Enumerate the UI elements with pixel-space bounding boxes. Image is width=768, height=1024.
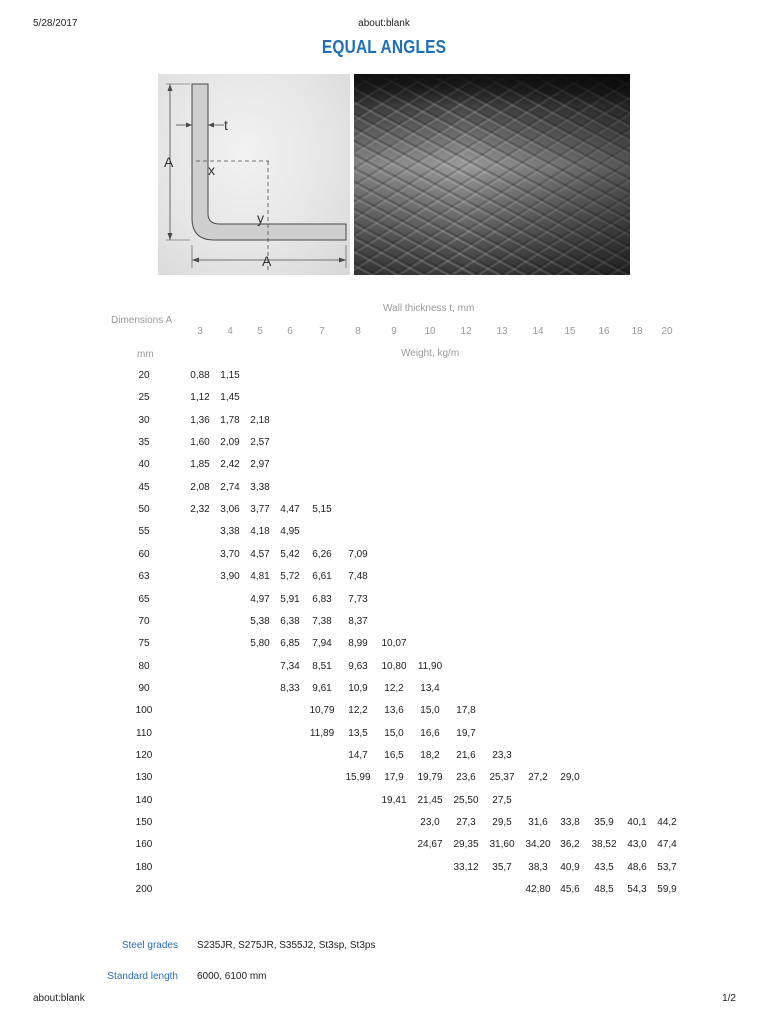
weight-cell: 5,38	[250, 615, 270, 627]
weight-cell: 5,42	[280, 548, 300, 560]
table-row	[0, 750, 768, 764]
table-row	[0, 772, 768, 786]
weight-cell: 35,7	[492, 861, 512, 873]
thickness-col-header: 7	[319, 326, 325, 337]
weight-cell: 12,2	[384, 682, 404, 694]
weight-cell: 12,2	[348, 705, 368, 717]
weight-cell: 0,88	[190, 370, 210, 381]
weight-cell: 15,0	[384, 727, 404, 739]
weight-cell: 40,1	[627, 817, 647, 828]
weight-cell: 2,32	[190, 504, 210, 516]
weight-cell: 31,6	[528, 817, 548, 828]
table-row	[0, 437, 768, 451]
table-row	[0, 415, 768, 429]
weight-cell: 5,72	[280, 571, 300, 583]
table-row	[0, 683, 768, 697]
weight-cell: 7,73	[348, 593, 368, 605]
dimension-cell: 35	[138, 437, 150, 449]
weight-cell: 27,3	[456, 817, 476, 828]
diagram-label-a-bottom: A	[262, 253, 272, 269]
weight-cell: 2,42	[220, 459, 240, 471]
weight-cell: 16,5	[384, 749, 404, 761]
thickness-col-header: 13	[496, 326, 508, 337]
dimension-cell: 20	[138, 370, 150, 381]
weight-cell: 5,80	[250, 638, 270, 650]
weight-cell: 17,9	[384, 772, 404, 784]
dimension-cell: 120	[135, 749, 153, 761]
diagram-label-t: t	[224, 117, 228, 133]
table-row	[0, 728, 768, 742]
table-row	[0, 526, 768, 540]
dimension-cell: 90	[138, 682, 150, 694]
footer-url: about:blank	[33, 993, 85, 1004]
dimension-cell: 110	[136, 727, 152, 739]
weight-cell: 31,60	[489, 839, 515, 851]
thickness-col-header: 9	[391, 326, 397, 337]
dimension-cell: 63	[138, 571, 150, 583]
weight-cell: 45,6	[560, 884, 580, 896]
weight-header: Weight, kg/m	[401, 348, 460, 359]
steel-grades-value: S235JR, S275JR, S355J2, St3sp, St3ps	[197, 940, 376, 951]
table-row	[0, 392, 768, 406]
dimension-cell: 75	[138, 638, 150, 650]
table-row	[0, 884, 768, 898]
weight-cell: 2,74	[220, 481, 240, 493]
weight-cell: 33,12	[453, 861, 479, 873]
weight-cell: 21,45	[417, 794, 443, 806]
weight-cell: 1,36	[190, 414, 210, 426]
weight-cell: 7,94	[312, 638, 332, 650]
table-row	[0, 594, 768, 608]
weight-cell: 36,2	[560, 839, 580, 851]
thickness-col-header: 20	[661, 326, 673, 337]
unit-header: mm	[137, 349, 154, 360]
table-row	[0, 705, 768, 719]
weight-cell: 13,4	[420, 682, 440, 694]
table-row	[0, 571, 768, 585]
angle-profile-diagram	[158, 74, 350, 275]
table-row	[0, 661, 768, 675]
weight-cell: 5,15	[312, 504, 332, 516]
weight-cell: 25,37	[489, 772, 515, 784]
thickness-col-header: 14	[532, 326, 544, 337]
page-number: 1/2	[722, 993, 736, 1004]
dimension-cell: 130	[135, 772, 153, 784]
weight-cell: 1,12	[190, 392, 210, 404]
weight-cell: 14,7	[348, 749, 368, 761]
table-row	[0, 370, 768, 384]
weight-cell: 35,9	[594, 817, 614, 828]
dimension-cell: 70	[138, 615, 150, 627]
weight-cell: 19,79	[417, 772, 443, 784]
thickness-col-header: 5	[257, 326, 263, 337]
weight-cell: 7,48	[348, 571, 368, 583]
print-footer	[0, 993, 768, 1007]
weight-cell: 29,5	[492, 817, 512, 828]
weight-cell: 43,5	[594, 861, 614, 873]
thickness-col-header: 3	[197, 326, 203, 337]
weight-cell: 11,90	[417, 660, 443, 672]
weight-cell: 10,07	[381, 638, 407, 650]
photo-shading	[354, 74, 630, 275]
weight-cell: 15,99	[345, 772, 371, 784]
weight-cell: 11,89	[309, 727, 335, 739]
weight-cell: 44,2	[657, 817, 677, 828]
table-row	[0, 862, 768, 876]
dimension-cell: 60	[138, 548, 150, 560]
print-date: 5/28/2017	[33, 18, 78, 29]
thickness-col-header: 8	[355, 326, 361, 337]
dimension-cell: 80	[138, 660, 150, 672]
weight-cell: 4,97	[250, 593, 270, 605]
weight-cell: 38,3	[528, 861, 548, 873]
thickness-col-header: 6	[287, 326, 293, 337]
weight-cell: 1,78	[220, 414, 240, 426]
weight-cell: 27,2	[528, 772, 548, 784]
weight-cell: 9,61	[312, 682, 332, 694]
table-row	[0, 549, 768, 563]
weight-cell: 54,3	[627, 884, 647, 896]
weight-cell: 13,5	[348, 727, 368, 739]
weight-cell: 13,6	[384, 705, 404, 717]
weight-cell: 9,63	[348, 660, 368, 672]
dimension-cell: 45	[138, 481, 150, 493]
weight-cell: 3,38	[220, 526, 240, 538]
dimension-cell: 65	[138, 593, 150, 605]
weight-cell: 40,9	[560, 861, 580, 873]
weight-cell: 42,80	[525, 884, 551, 896]
weight-cell: 4,18	[250, 526, 270, 538]
weight-cell: 34,20	[525, 839, 551, 851]
weight-cell: 3,70	[220, 548, 240, 560]
weight-cell: 43,0	[627, 839, 647, 851]
print-url: about:blank	[358, 18, 410, 29]
thickness-col-header: 15	[564, 326, 576, 337]
thickness-col-header: 10	[424, 326, 436, 337]
diagram-label-y: y	[257, 210, 264, 226]
weight-cell: 8,99	[348, 638, 368, 650]
weight-cell: 3,77	[250, 504, 270, 516]
dimension-cell: 40	[138, 459, 150, 471]
weight-cell: 7,34	[280, 660, 300, 672]
weight-cell: 6,61	[312, 571, 332, 583]
weight-cell: 3,06	[220, 504, 240, 516]
weight-cell: 3,90	[220, 571, 240, 583]
table-row	[0, 839, 768, 853]
weight-cell: 5,91	[280, 593, 300, 605]
print-header	[0, 18, 768, 32]
weight-cell: 24,67	[417, 839, 443, 851]
weight-cell: 16,6	[420, 727, 440, 739]
weight-cell: 1,15	[220, 370, 240, 381]
weight-cell: 19,7	[456, 727, 476, 739]
weight-cell: 19,41	[381, 794, 407, 806]
weight-cell: 47,4	[657, 839, 677, 851]
thickness-col-header: 18	[631, 326, 643, 337]
weight-cell: 23,0	[420, 817, 440, 828]
wall-thickness-header: Wall thickness t, mm	[383, 303, 475, 314]
standard-length-value: 6000, 6100 mm	[197, 971, 267, 982]
dimension-cell: 200	[135, 884, 153, 896]
dimension-cell: 55	[138, 526, 150, 538]
weight-cell: 8,37	[348, 615, 368, 627]
weight-cell: 4,95	[280, 526, 300, 538]
weight-cell: 23,3	[492, 749, 512, 761]
dimension-cell: 25	[138, 392, 150, 404]
weight-cell: 38,52	[591, 839, 617, 851]
weight-cell: 4,81	[250, 571, 270, 583]
weight-cell: 18,2	[420, 749, 440, 761]
table-row	[0, 817, 768, 831]
table-row	[0, 795, 768, 809]
weight-cell: 1,45	[220, 392, 240, 404]
weight-cell: 8,33	[280, 682, 300, 694]
weight-cell: 17,8	[456, 705, 476, 717]
weight-cell: 21,6	[456, 749, 476, 761]
dimension-cell: 50	[138, 504, 150, 516]
weight-cell: 53,7	[657, 861, 677, 873]
weight-cell: 15,0	[420, 705, 440, 717]
weight-cell: 29,0	[560, 772, 580, 784]
table-row	[0, 638, 768, 652]
weight-cell: 8,51	[312, 660, 332, 672]
dimension-cell: 180	[135, 861, 153, 873]
table-row	[0, 504, 768, 518]
dimension-cell: 150	[135, 817, 153, 828]
weight-cell: 1,85	[190, 459, 210, 471]
weight-cell: 23,6	[456, 772, 476, 784]
page-title: EQUAL ANGLES	[321, 37, 447, 57]
weight-cell: 2,18	[250, 414, 270, 426]
weight-cell: 7,09	[348, 548, 368, 560]
dimension-cell: 100	[135, 705, 153, 717]
weight-cell: 1,60	[190, 437, 210, 449]
weight-cell: 59,9	[657, 884, 677, 896]
weight-cell: 48,6	[627, 861, 647, 873]
weight-cell: 10,79	[309, 705, 335, 717]
weight-cell: 29,35	[453, 839, 479, 851]
weight-cell: 6,83	[312, 593, 332, 605]
weight-cell: 25,50	[453, 794, 479, 806]
weight-cell: 6,85	[280, 638, 300, 650]
thickness-col-header: 12	[460, 326, 472, 337]
weight-cell: 48,5	[594, 884, 614, 896]
dimension-cell: 160	[135, 839, 153, 851]
weight-cell: 2,57	[250, 437, 270, 449]
dimensions-header: Dimensions A	[111, 315, 173, 326]
thickness-col-header: 16	[598, 326, 610, 337]
dimension-cell: 140	[135, 794, 153, 806]
table-row	[0, 459, 768, 473]
thickness-col-header: 4	[227, 326, 233, 337]
weight-cell: 6,38	[280, 615, 300, 627]
weight-cell: 2,97	[250, 459, 270, 471]
weight-cell: 6,26	[312, 548, 332, 560]
weight-cell: 7,38	[312, 615, 332, 627]
weight-cell: 10,80	[381, 660, 407, 672]
dimension-cell: 30	[138, 414, 150, 426]
table-row	[0, 616, 768, 630]
weight-cell: 4,57	[250, 548, 270, 560]
steel-angles-photo	[354, 74, 630, 275]
weight-cell: 4,47	[280, 504, 300, 516]
steel-grades-label: Steel grades	[121, 940, 178, 951]
weight-cell: 2,08	[190, 481, 210, 493]
weight-cell: 10,9	[348, 682, 368, 694]
weight-cell: 33,8	[560, 817, 580, 828]
weight-cell: 2,09	[220, 437, 240, 449]
weight-cell: 3,38	[250, 481, 270, 493]
weight-cell: 27,5	[492, 794, 512, 806]
diagram-label-a-side: A	[164, 154, 174, 170]
table-row	[0, 482, 768, 496]
diagram-label-x: x	[208, 162, 215, 178]
standard-length-label: Standard length	[107, 971, 178, 982]
